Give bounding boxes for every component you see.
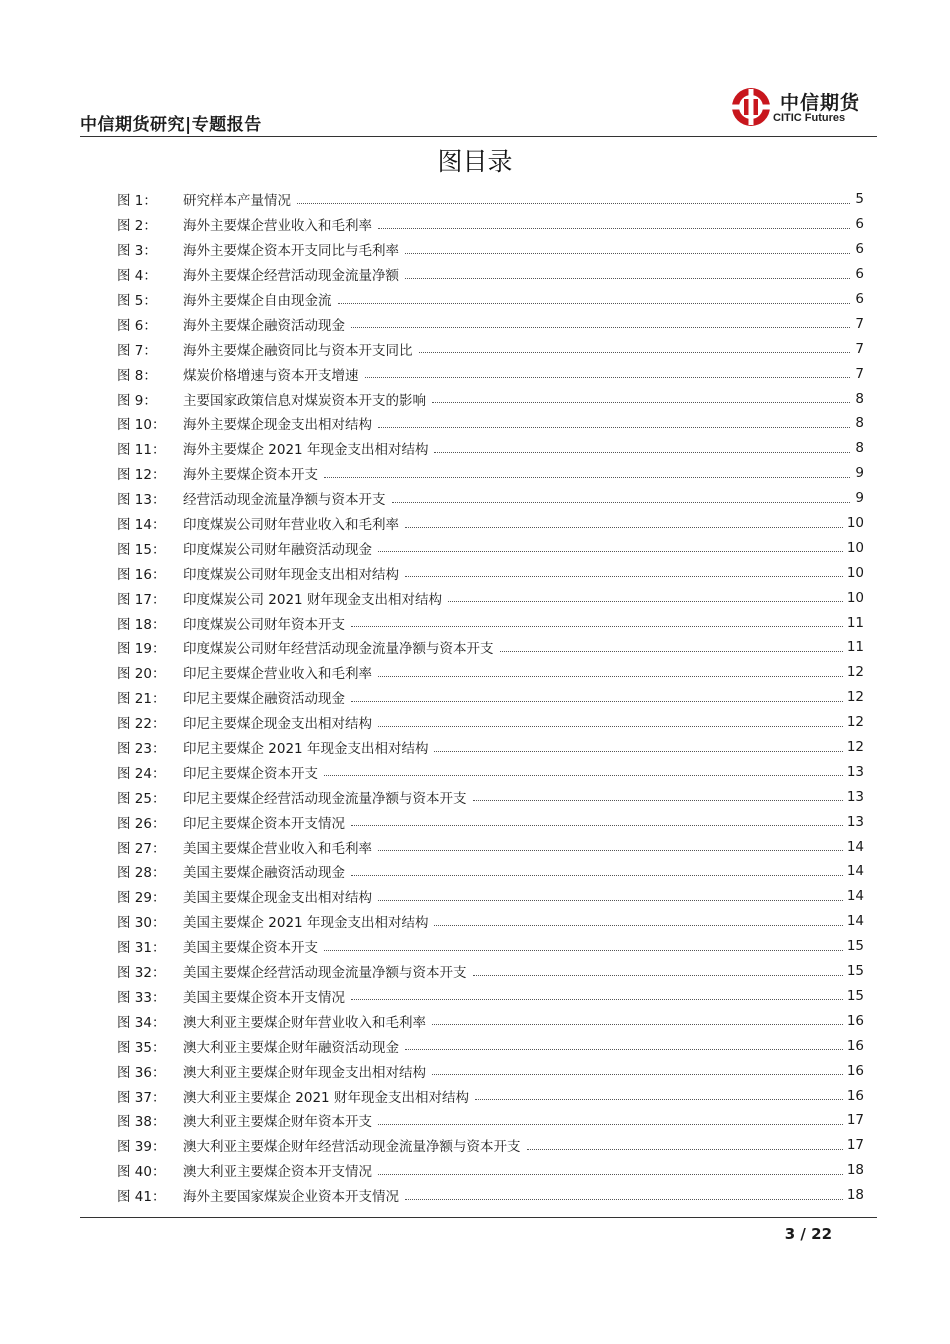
toc-entry-label: 图 20： [117, 666, 166, 683]
toc-entry-page[interactable]: 18 [846, 1162, 864, 1179]
toc-entry-page[interactable]: 15 [846, 938, 864, 955]
toc-entry-label: 图 16： [117, 566, 166, 583]
toc-entry-page[interactable]: 6 [855, 216, 864, 233]
toc-entry[interactable] [117, 287, 864, 312]
toc-entry-page[interactable]: 17 [846, 1137, 864, 1154]
toc-entry[interactable] [117, 237, 864, 262]
toc-entry-label: 图 38： [117, 1114, 166, 1131]
toc-entry-label: 图 23： [117, 741, 166, 758]
toc-entry-label: 图 5： [117, 293, 157, 309]
toc-entry[interactable] [117, 585, 864, 610]
toc-entry-title[interactable]: 印度煤炭公司财年现金支出相对结构 [183, 566, 399, 583]
toc-entry-page[interactable]: 9 [855, 465, 864, 482]
toc-dot-leader [351, 875, 843, 876]
toc-entry-title[interactable]: 美国主要煤企现金支出相对结构 [183, 890, 372, 907]
toc-entry-title[interactable]: 印尼主要煤企资本开支 [183, 765, 318, 782]
toc-entry-page[interactable]: 16 [846, 1062, 864, 1079]
toc-dot-leader [324, 775, 843, 776]
toc-entry[interactable] [117, 610, 864, 635]
toc-dot-leader [324, 950, 843, 951]
toc-dot-leader [405, 278, 850, 279]
toc-entry-page[interactable]: 6 [855, 266, 864, 283]
figure-index-title: 图目录 [437, 147, 513, 176]
toc-entry-page[interactable]: 9 [855, 490, 864, 507]
toc-dot-leader [405, 1049, 843, 1050]
toc-entry[interactable] [117, 884, 864, 909]
toc-entry-page[interactable]: 15 [846, 987, 864, 1004]
toc-entry-title[interactable]: 海外主要煤企现金支出相对结构 [183, 417, 372, 434]
toc-entry-label: 图 28： [117, 865, 166, 882]
toc-entry-label: 图 13： [117, 492, 166, 509]
toc-entry[interactable] [117, 984, 864, 1009]
toc-entry-title[interactable]: 澳大利亚主要煤企 2021 财年现金支出相对结构 [183, 1089, 469, 1106]
toc-entry-label: 图 30： [117, 915, 166, 932]
toc-entry-page[interactable]: 12 [846, 664, 864, 681]
toc-entry-page[interactable]: 12 [846, 739, 864, 756]
toc-entry-label: 图 18： [117, 616, 166, 633]
toc-dot-leader [405, 253, 850, 254]
toc-entry[interactable] [117, 1133, 864, 1158]
toc-entry-title[interactable]: 美国主要煤企融资活动现金 [183, 865, 345, 882]
toc-entry[interactable] [117, 859, 864, 884]
logo-english-text: CITIC Futures [773, 112, 846, 124]
toc-entry-title[interactable]: 印度煤炭公司财年资本开支 [183, 616, 345, 633]
toc-entry-label: 图 27： [117, 840, 166, 857]
toc-entry-page[interactable]: 14 [846, 888, 864, 905]
toc-entry-page[interactable]: 15 [846, 963, 864, 980]
toc-entry[interactable] [117, 511, 864, 536]
toc-entry-page[interactable]: 8 [855, 415, 864, 432]
toc-entry-title[interactable]: 澳大利亚主要煤企财年营业收入和毛利率 [183, 1014, 426, 1031]
toc-entry-page[interactable]: 14 [846, 863, 864, 880]
toc-dot-leader [448, 601, 843, 602]
toc-entry-title[interactable]: 印度煤炭公司 2021 财年现金支出相对结构 [183, 591, 442, 608]
toc-entry-page[interactable]: 13 [846, 788, 864, 805]
toc-entry-title[interactable]: 海外主要煤企营业收入和毛利率 [183, 218, 372, 235]
toc-entry[interactable] [117, 411, 864, 436]
toc-entry-label: 图 37： [117, 1089, 166, 1106]
toc-dot-leader [378, 427, 850, 428]
toc-entry-label: 图 14： [117, 517, 166, 534]
toc-entry-page[interactable]: 16 [846, 1087, 864, 1104]
toc-entry-title[interactable]: 澳大利亚主要煤企财年融资活动现金 [183, 1039, 399, 1056]
toc-entry-title[interactable]: 澳大利亚主要煤企财年资本开支 [183, 1114, 372, 1131]
toc-entry-page[interactable]: 10 [846, 515, 864, 532]
toc-dot-leader [351, 327, 850, 328]
toc-entry[interactable] [117, 262, 864, 287]
toc-entry[interactable] [117, 461, 864, 486]
toc-entry-label: 图 10： [117, 417, 166, 434]
toc-entry-page[interactable]: 11 [846, 639, 864, 656]
toc-entry-page[interactable]: 10 [846, 564, 864, 581]
toc-dot-leader [324, 477, 850, 478]
toc-entry-title[interactable]: 煤炭价格增速与资本开支增速 [183, 367, 359, 384]
toc-entry-label: 图 41： [117, 1189, 166, 1206]
toc-entry-label: 图 24： [117, 765, 166, 782]
toc-entry[interactable] [117, 660, 864, 685]
toc-entry[interactable] [117, 311, 864, 336]
toc-entry-label: 图 12： [117, 467, 166, 484]
toc-entry[interactable] [117, 361, 864, 386]
citic-futures-logo [730, 86, 870, 128]
toc-dot-leader [378, 1124, 843, 1125]
toc-entry-label: 图 2： [117, 218, 157, 235]
toc-dot-leader [473, 800, 843, 801]
toc-entry[interactable] [117, 212, 864, 237]
toc-entry-title[interactable]: 美国主要煤企资本开支 [183, 940, 318, 957]
toc-entry[interactable] [117, 560, 864, 585]
toc-dot-leader [351, 825, 843, 826]
toc-entry-title[interactable]: 印度煤炭公司财年营业收入和毛利率 [183, 517, 399, 534]
toc-dot-leader [473, 975, 843, 976]
toc-entry[interactable] [117, 909, 864, 934]
toc-entry-title[interactable]: 研究样本产量情况 [183, 193, 291, 210]
toc-entry-title[interactable]: 印尼主要煤企营业收入和毛利率 [183, 666, 372, 683]
toc-entry-page[interactable]: 12 [846, 714, 864, 731]
toc-dot-leader [434, 751, 842, 752]
toc-entry[interactable] [117, 959, 864, 984]
toc-dot-leader [378, 228, 850, 229]
toc-entry-page[interactable]: 10 [846, 539, 864, 556]
toc-entry-title[interactable]: 澳大利亚主要煤企财年现金支出相对结构 [183, 1064, 426, 1081]
toc-entry-page[interactable]: 8 [855, 440, 864, 457]
toc-entry-label: 图 6： [117, 317, 157, 334]
toc-entry-label: 图 31： [117, 940, 166, 957]
toc-entry[interactable] [117, 784, 864, 809]
toc-entry-label: 图 3： [117, 243, 157, 260]
toc-entry-title[interactable]: 美国主要煤企营业收入和毛利率 [183, 840, 372, 857]
toc-entry-label: 图 36： [117, 1064, 166, 1081]
toc-entry[interactable] [117, 1183, 864, 1208]
toc-entry-label: 图 39： [117, 1139, 166, 1156]
toc-dot-leader [378, 850, 843, 851]
toc-entry[interactable] [117, 710, 864, 735]
toc-entry-title[interactable]: 海外主要煤企融资同比与资本开支同比 [183, 342, 413, 359]
toc-entry[interactable] [117, 1008, 864, 1033]
toc-entry-label: 图 34： [117, 1014, 166, 1031]
toc-entry-title[interactable]: 海外主要国家煤炭企业资本开支情况 [183, 1189, 399, 1206]
toc-entry-title[interactable]: 印尼主要煤企现金支出相对结构 [183, 716, 372, 733]
toc-entry-label: 图 25： [117, 790, 166, 807]
toc-dot-leader [338, 303, 851, 304]
toc-entry-page[interactable]: 16 [846, 1012, 864, 1029]
toc-dot-leader [432, 1074, 843, 1075]
toc-dot-leader [297, 203, 850, 204]
toc-entry-page[interactable]: 6 [855, 291, 864, 307]
toc-entry-title[interactable]: 印尼主要煤企融资活动现金 [183, 691, 345, 708]
toc-entry[interactable] [117, 1033, 864, 1058]
toc-entry-label: 图 8： [117, 367, 157, 384]
toc-entry-label: 图 33： [117, 989, 166, 1006]
toc-entry[interactable] [117, 336, 864, 361]
toc-entry-title[interactable]: 主要国家政策信息对煤炭资本开支的影响 [183, 392, 426, 409]
toc-entry-label: 图 4： [117, 268, 157, 285]
toc-entry-title[interactable]: 海外主要煤企资本开支 [183, 467, 318, 484]
toc-dot-leader [527, 1149, 843, 1150]
citic-logo-icon [730, 86, 772, 128]
toc-dot-leader [351, 626, 843, 627]
toc-dot-leader [419, 352, 851, 353]
toc-entry-label: 图 32： [117, 965, 166, 982]
toc-entry-title[interactable]: 印尼主要煤企资本开支情况 [183, 815, 345, 832]
toc-entry[interactable] [117, 834, 864, 859]
toc-entry-page[interactable]: 5 [855, 191, 864, 208]
toc-entry-label: 图 11： [117, 442, 166, 459]
toc-entry-page[interactable]: 11 [846, 614, 864, 631]
toc-entry-title[interactable]: 印尼主要煤企 2021 年现金支出相对结构 [183, 741, 429, 758]
toc-entry-page[interactable]: 7 [855, 340, 864, 357]
toc-entry[interactable] [117, 809, 864, 834]
toc-entry-label: 图 22： [117, 716, 166, 733]
toc-dot-leader [434, 925, 842, 926]
toc-entry-title[interactable]: 美国主要煤企 2021 年现金支出相对结构 [183, 915, 429, 932]
toc-dot-leader [365, 377, 851, 378]
toc-dot-leader [351, 701, 843, 702]
toc-entry[interactable] [117, 1058, 864, 1083]
toc-entry-title[interactable]: 海外主要煤企 2021 年现金支出相对结构 [183, 442, 429, 459]
toc-dot-leader [378, 1174, 843, 1175]
toc-entry-label: 图 40： [117, 1164, 166, 1181]
toc-entry-label: 图 35： [117, 1039, 166, 1056]
toc-dot-leader [351, 999, 843, 1000]
toc-entry-title[interactable]: 美国主要煤企经营活动现金流量净额与资本开支 [183, 965, 467, 982]
page-number: 3 / 22 [784, 1225, 832, 1243]
toc-entry-title[interactable]: 经营活动现金流量净额与资本开支 [183, 492, 386, 509]
toc-entry-title[interactable]: 澳大利亚主要煤企资本开支情况 [183, 1164, 372, 1181]
toc-entry[interactable] [117, 1083, 864, 1108]
toc-entry-title[interactable]: 海外主要煤企自由现金流 [183, 293, 332, 309]
toc-entry-label: 图 29： [117, 890, 166, 907]
header-divider [80, 136, 877, 137]
toc-entry[interactable] [117, 735, 864, 760]
toc-entry[interactable] [117, 759, 864, 784]
toc-entry-page[interactable]: 7 [855, 315, 864, 332]
toc-entry[interactable] [117, 934, 864, 959]
toc-entry[interactable] [117, 635, 864, 660]
toc-dot-leader [500, 651, 843, 652]
toc-dot-leader [405, 1199, 843, 1200]
toc-dot-leader [378, 900, 843, 901]
toc-entry-title[interactable]: 海外主要煤企融资活动现金 [183, 317, 345, 334]
toc-dot-leader [405, 576, 843, 577]
toc-dot-leader [378, 726, 843, 727]
toc-entry[interactable] [117, 685, 864, 710]
toc-entry[interactable] [117, 436, 864, 461]
toc-dot-leader [378, 676, 843, 677]
toc-entry-title[interactable]: 印度煤炭公司财年融资活动现金 [183, 541, 372, 558]
toc-entry[interactable] [117, 386, 864, 411]
toc-entry-label: 图 21： [117, 691, 166, 708]
toc-entry-page[interactable]: 14 [846, 838, 864, 855]
toc-dot-leader [405, 527, 843, 528]
toc-entry[interactable] [117, 535, 864, 560]
footer-divider [80, 1217, 877, 1218]
report-header-title: 中信期货研究|专题报告 [80, 115, 262, 135]
toc-dot-leader [392, 502, 851, 503]
toc-entry-label: 图 17： [117, 591, 166, 608]
figure-index-list [117, 187, 864, 1208]
toc-entry-label: 图 1： [117, 193, 157, 210]
toc-entry-page[interactable]: 12 [846, 689, 864, 706]
toc-entry[interactable] [117, 187, 864, 212]
toc-dot-leader [434, 452, 850, 453]
toc-entry-page[interactable]: 7 [855, 365, 864, 382]
toc-dot-leader [432, 1024, 843, 1025]
toc-entry[interactable] [117, 1108, 864, 1133]
toc-entry-label: 图 19： [117, 641, 166, 658]
logo-chinese-text: 中信期货 [780, 92, 861, 114]
toc-entry-page[interactable]: 10 [846, 589, 864, 606]
toc-entry-title[interactable]: 印尼主要煤企经营活动现金流量净额与资本开支 [183, 790, 467, 807]
toc-entry-page[interactable]: 6 [855, 241, 864, 258]
toc-entry-label: 图 7： [117, 342, 157, 359]
toc-entry[interactable] [117, 1158, 864, 1183]
toc-entry-page[interactable]: 8 [855, 390, 864, 407]
toc-dot-leader [475, 1099, 843, 1100]
toc-entry-label: 图 26： [117, 815, 166, 832]
toc-entry-page[interactable]: 17 [846, 1112, 864, 1129]
toc-entry-title[interactable]: 美国主要煤企资本开支情况 [183, 989, 345, 1006]
toc-entry-title[interactable]: 澳大利亚主要煤企财年经营活动现金流量净额与资本开支 [183, 1139, 521, 1156]
toc-entry[interactable] [117, 486, 864, 511]
toc-entry-page[interactable]: 18 [846, 1187, 864, 1204]
toc-entry-page[interactable]: 13 [846, 763, 864, 780]
toc-entry-page[interactable]: 16 [846, 1037, 864, 1054]
toc-entry-label: 图 15： [117, 541, 166, 558]
toc-entry-title[interactable]: 海外主要煤企资本开支同比与毛利率 [183, 243, 399, 260]
toc-dot-leader [432, 402, 850, 403]
toc-dot-leader [378, 551, 843, 552]
toc-entry-title[interactable]: 印度煤炭公司财年经营活动现金流量净额与资本开支 [183, 641, 494, 658]
toc-entry-label: 图 9： [117, 392, 157, 409]
toc-entry-title[interactable]: 海外主要煤企经营活动现金流量净额 [183, 268, 399, 285]
toc-entry-page[interactable]: 14 [846, 913, 864, 930]
toc-entry-page[interactable]: 13 [846, 813, 864, 830]
